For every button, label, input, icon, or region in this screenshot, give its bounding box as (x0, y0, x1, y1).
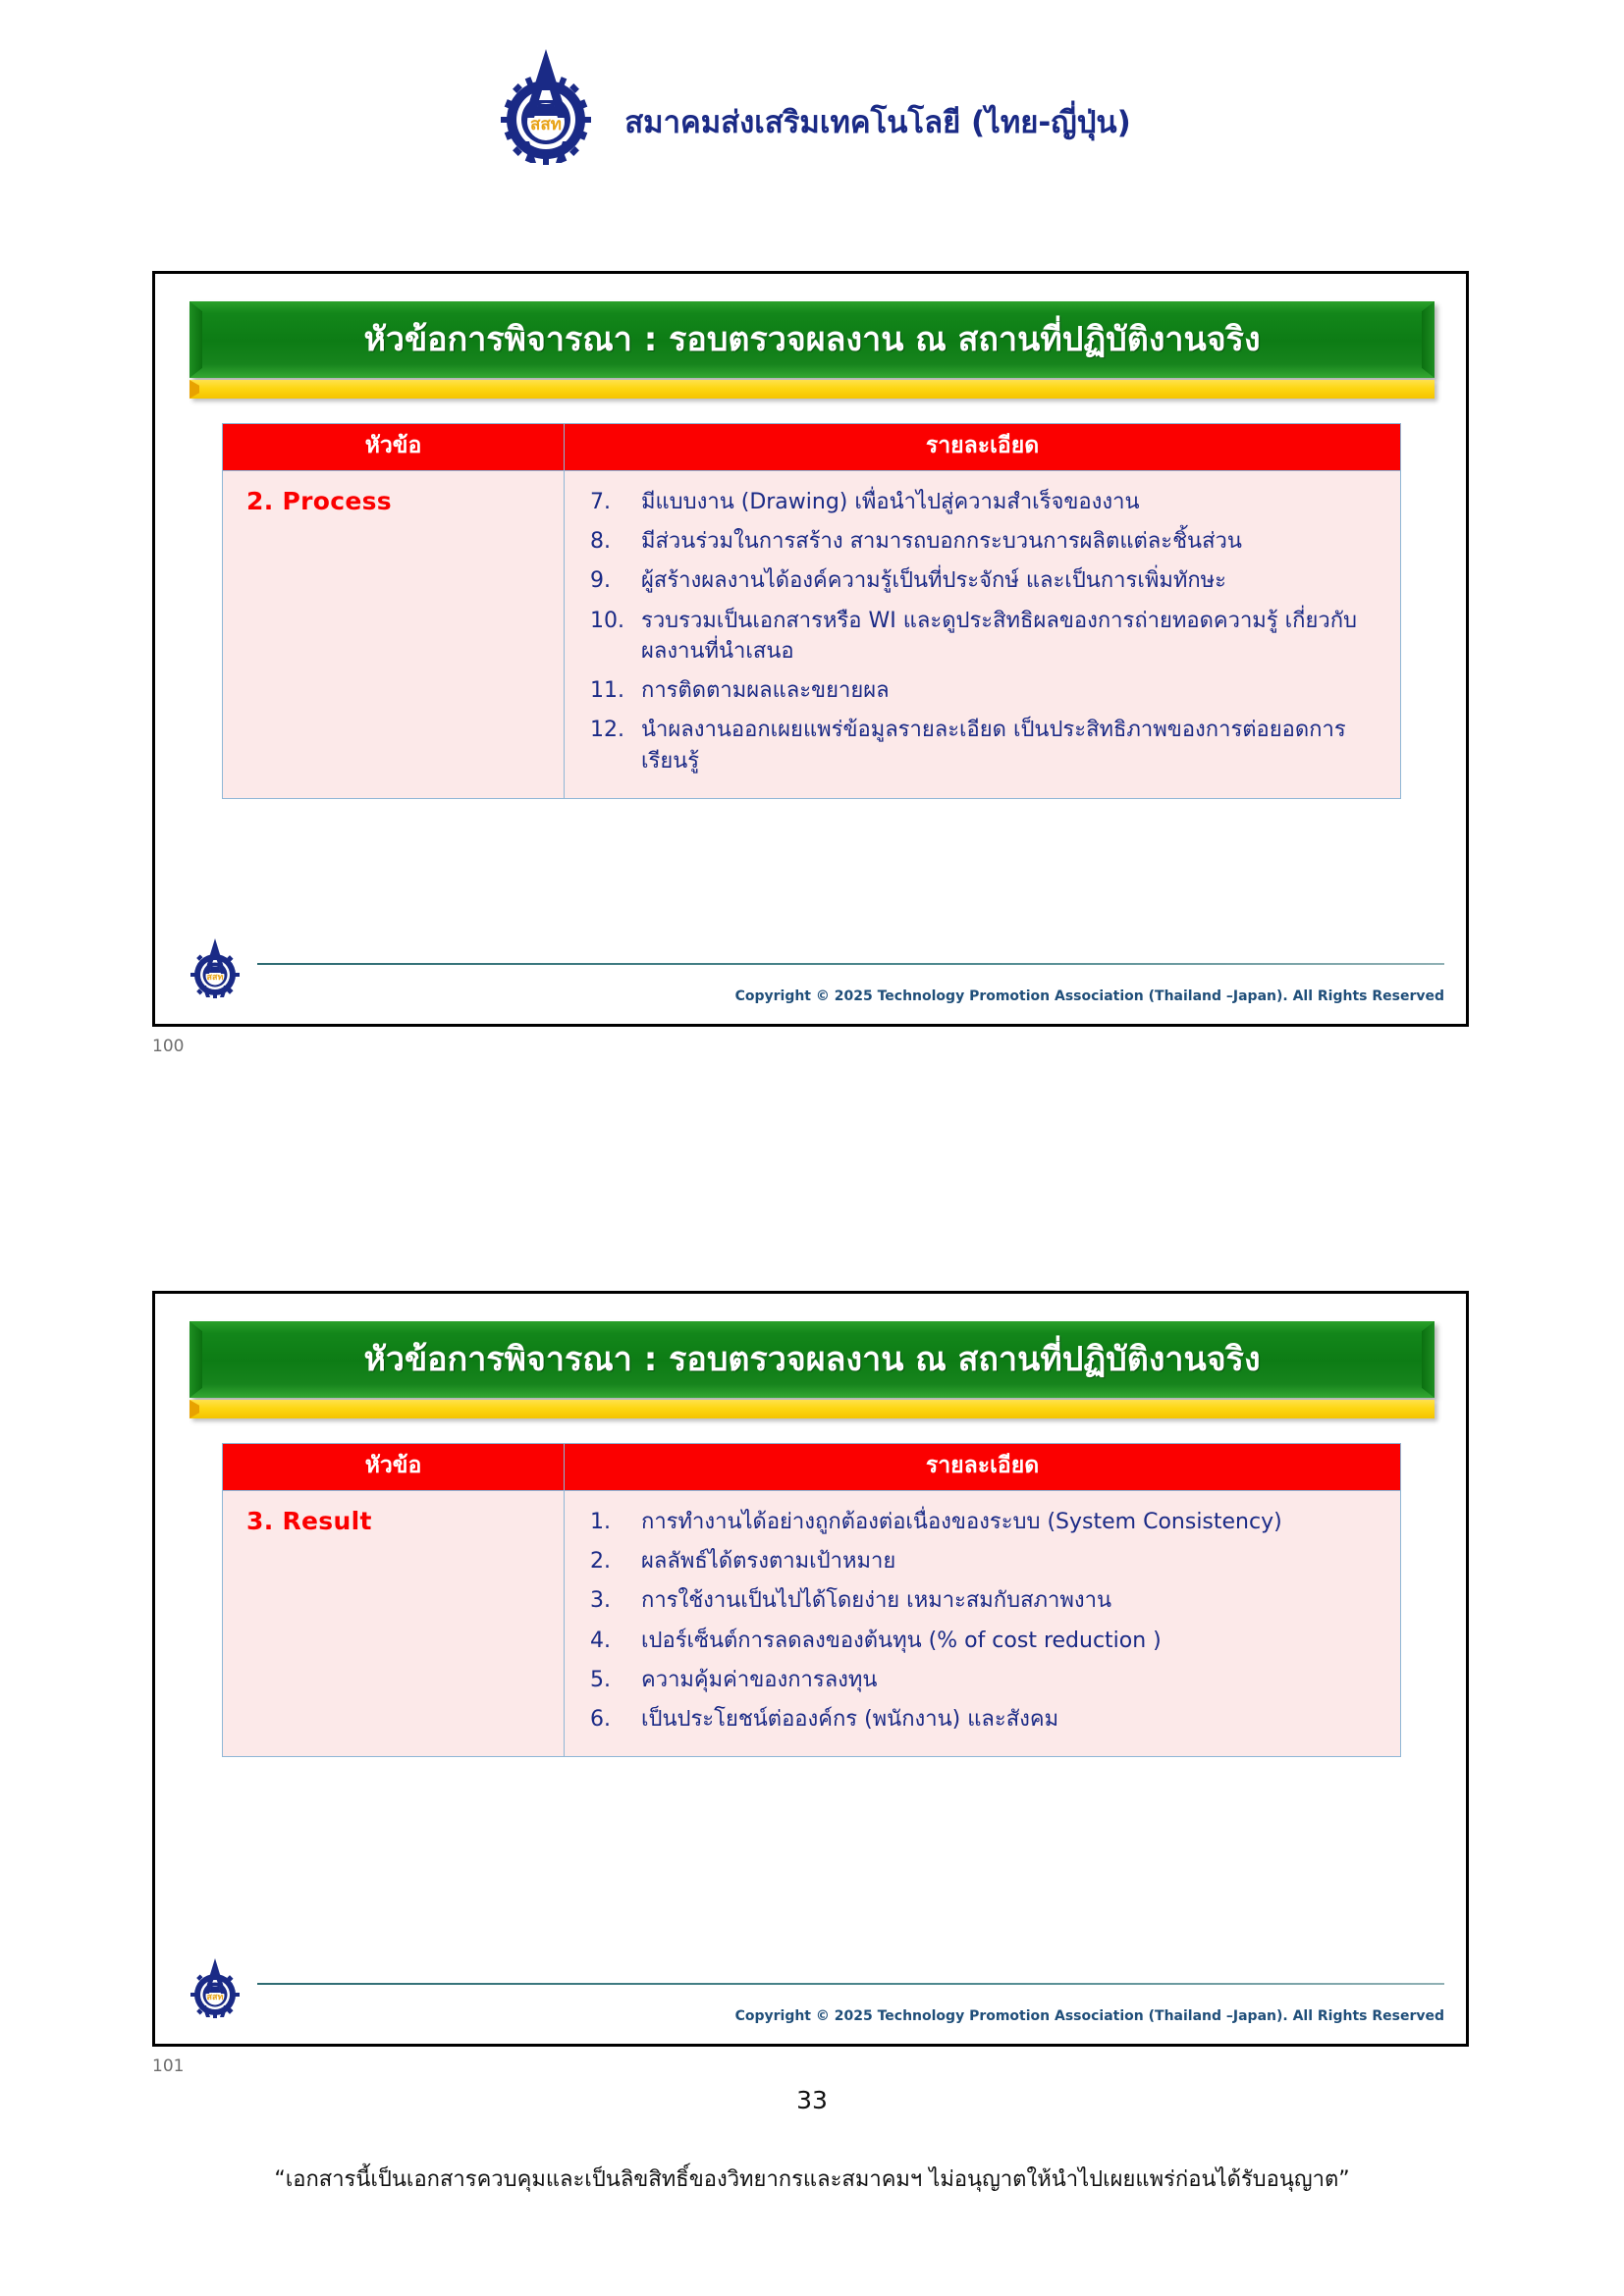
column-header-topic: หัวข้อ (223, 424, 565, 471)
list-item (590, 1585, 1382, 1616)
topic-label: 2. Process (246, 487, 392, 515)
list-item-text: ความคุ้มค่าของการลงทุน (641, 1667, 878, 1692)
list-item-text: เป็นประโยชน์ต่อองค์กร (พนักงาน) และสังคม (641, 1707, 1059, 1733)
slide-title-banner-1 (189, 301, 1435, 399)
slide-title-text-1: หัวข้อการพิจารณา : รอบตรวจผลงาน ณ สถานที่ปฏิบัติงานจริง (363, 320, 1261, 359)
list-item-text: ผลลัพธ์ได้ตรงตามเป้าหมาย (641, 1549, 896, 1575)
organization-name: สมาคมส่งเสริมเทคโนโลยี (ไทย-ญี่ปุ่น) (624, 104, 1131, 140)
list-item-number: 6. (590, 1707, 611, 1733)
list-item (590, 675, 1382, 706)
list-item (590, 1704, 1382, 1735)
list-item-number: 9. (590, 568, 611, 594)
slide-frame-2 (152, 1291, 1469, 2047)
list-item-text: เปอร์เซ็นต์การลดลงของต้นทุน (% of cost reduction ) (641, 1628, 1162, 1653)
list-item-text: มีส่วนร่วมในการสร้าง สามารถบอกกระบวนการผลิตแต่ละชิ้นส่วน (641, 529, 1242, 555)
list-item-number: 4. (590, 1628, 611, 1653)
document-header (0, 47, 1624, 165)
slide-frame-1 (152, 271, 1469, 1027)
copyright-text: Copyright © 2025 Technology Promotion Association (Thailand –Japan). All Rights Reserved (734, 2008, 1444, 2024)
column-header-topic: หัวข้อ (223, 1444, 565, 1491)
list-item (590, 606, 1382, 667)
list-item-number: 1. (590, 1510, 611, 1534)
list-item-text: การใช้งานเป็นไปได้โดยง่าย เหมาะสมกับสภาพงาน (641, 1588, 1112, 1614)
list-item-number: 12. (590, 718, 624, 743)
detail-list-1 (590, 487, 1382, 776)
list-item (590, 1546, 1382, 1576)
list-item (590, 715, 1382, 775)
footer-divider-line (257, 1983, 1444, 1985)
table-row (223, 1491, 1401, 1757)
table-header-row (223, 1444, 1401, 1491)
slide-title-text-2: หัวข้อการพิจารณา : รอบตรวจผลงาน ณ สถานที่ปฏิบัติงานจริง (363, 1340, 1261, 1379)
table-header-row (223, 424, 1401, 471)
criteria-table-1 (222, 423, 1401, 799)
list-item-text: ผู้สร้างผลงานได้องค์ความรู้เป็นที่ประจักษ์ และเป็นการเพิ่มทักษะ (641, 568, 1226, 594)
detail-cell (565, 471, 1401, 799)
list-item-number: 8. (590, 529, 611, 555)
list-item (590, 1665, 1382, 1695)
list-item-number: 7. (590, 490, 611, 514)
detail-list-2 (590, 1507, 1382, 1735)
footer-tpa-logo-icon (188, 1957, 243, 2018)
copyright-text: Copyright © 2025 Technology Promotion Association (Thailand –Japan). All Rights Reserved (734, 988, 1444, 1004)
column-header-detail: รายละเอียด (565, 424, 1401, 471)
list-item (590, 526, 1382, 557)
list-item-number: 3. (590, 1588, 611, 1614)
list-item-text: รวบรวมเป็นเอกสารหรือ WI และดูประสิทธิผลของการถ่ายทอดความรู้ เกี่ยวกับผลงานที่นำเสนอ (641, 608, 1357, 664)
list-item-number: 5. (590, 1667, 611, 1692)
list-item-text: การติดตามผลและขยายผล (641, 678, 890, 704)
green-banner-2 (189, 1321, 1435, 1398)
yellow-accent-bar-1 (189, 380, 1435, 399)
topic-cell (223, 471, 565, 799)
topic-cell (223, 1491, 565, 1757)
list-item (590, 565, 1382, 596)
list-item (590, 1626, 1382, 1656)
svg-text:สสท: สสท (206, 1993, 224, 2002)
footer-tpa-logo-icon (188, 937, 243, 998)
list-item (590, 1507, 1382, 1537)
list-item-number: 10. (590, 608, 624, 633)
page-folio-number: 33 (796, 2086, 828, 2114)
table-row (223, 471, 1401, 799)
green-banner-1 (189, 301, 1435, 378)
list-item-number: 2. (590, 1549, 611, 1575)
slide-title-banner-2 (189, 1321, 1435, 1418)
detail-cell (565, 1491, 1401, 1757)
document-disclaimer: “เอกสารนี้เป็นเอกสารควบคุมและเป็นลิขสิทธิ์ของวิทยากรและสมาคมฯ ไม่อนุญาตให้นำไปเผยแพร่ก่อนได้รับอนุญาต” (274, 2167, 1350, 2192)
footer-divider-line (257, 963, 1444, 965)
slide-page-marker-100: 100 (152, 1037, 185, 1056)
logo-thai-initials: สสท (530, 115, 563, 134)
yellow-accent-bar-2 (189, 1400, 1435, 1418)
list-item-text: การทำงานได้อย่างถูกต้องต่อเนื่องของระบบ (System Consistency) (641, 1510, 1282, 1534)
topic-label: 3. Result (246, 1507, 372, 1535)
svg-text:สสท: สสท (206, 973, 224, 983)
list-item-text: มีแบบงาน (Drawing) เพื่อนำไปสู่ความสำเร็จของงาน (641, 490, 1140, 514)
list-item-text: นำผลงานออกเผยแพร่ข้อมูลรายละเอียด เป็นประสิทธิภาพของการต่อยอดการเรียนรู้ (641, 718, 1346, 774)
column-header-detail: รายละเอียด (565, 1444, 1401, 1491)
list-item (590, 487, 1382, 517)
criteria-table-2 (222, 1443, 1401, 1757)
slide-footer-2 (155, 1948, 1466, 2036)
tpa-logo-icon (493, 47, 599, 165)
list-item-number: 11. (590, 678, 624, 704)
slide-page-marker-101: 101 (152, 2056, 185, 2076)
slide-footer-1 (155, 928, 1466, 1016)
